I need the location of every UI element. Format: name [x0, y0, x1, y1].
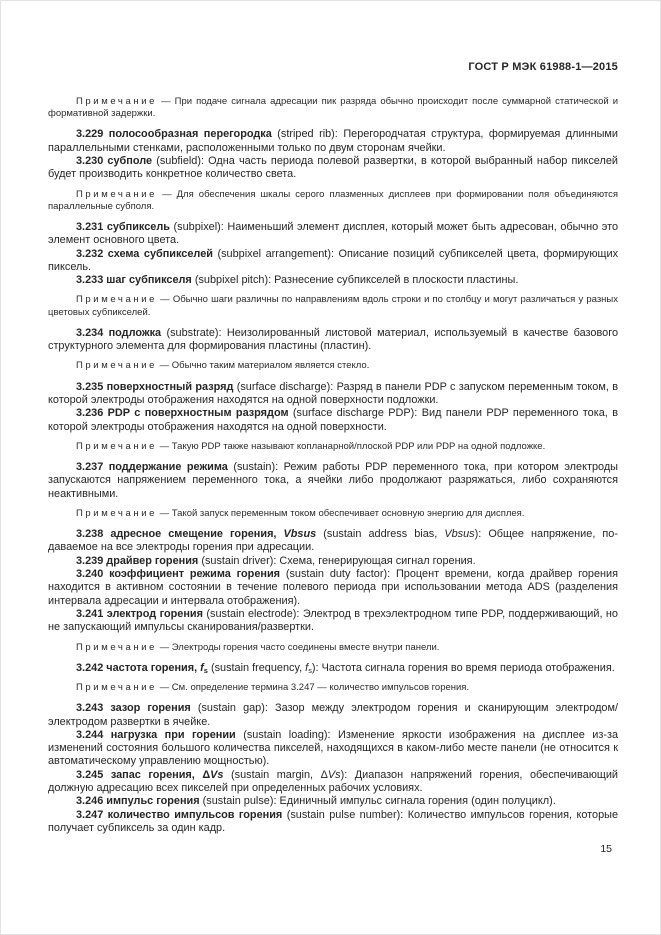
- definition-term-english: (sustain pulse):: [202, 795, 277, 808]
- definition-3.231: [48, 221, 618, 248]
- definition-3.241: [48, 608, 618, 635]
- definition-term: 3.237 поддержание режима: [76, 461, 228, 474]
- note-label: Примечание: [76, 641, 157, 653]
- definition-3.242: [48, 662, 618, 675]
- note-label: Примечание: [76, 682, 157, 694]
- definition-text: Общее напряжение, подаваемое на все электроды горения при адресации.: [48, 528, 618, 554]
- note-text: — Такую PDP также называют копланарной/плоской PDP или PDP на одной подложке.: [159, 440, 546, 452]
- definition-term: 3.240 коэффициент режима горения: [76, 568, 281, 581]
- definition-3.234: [48, 327, 618, 354]
- definition-term-english: (subpixel arrangement):: [217, 247, 334, 260]
- definition-3.246: [48, 795, 618, 808]
- note-label: Примечание: [76, 360, 157, 372]
- definition-term-english: (sustain):: [233, 461, 279, 474]
- definition-3.245: [48, 769, 618, 796]
- note-paragraph: [48, 642, 618, 654]
- note-paragraph: [48, 96, 618, 120]
- definition-term-english: (surface discharge PDP):: [292, 407, 418, 420]
- definition-text: Количество импульсов горения, которые получает субпиксель за один кадр.: [48, 808, 619, 834]
- definition-text: Разряд в панели PDP с запуском переменным током, в которой электроды отображения находятся на одной поверхности подложки.: [48, 380, 618, 406]
- definition-term: 3.231 субпиксель: [76, 221, 170, 233]
- definition-text: Электрод в трехэлектродном типе PDP, поддерживающий, но не запускающий импульсы сканирования/развертки.: [48, 607, 618, 634]
- note-paragraph: [48, 682, 618, 694]
- definition-term: 3.229 полосообразная перегородка: [76, 128, 272, 141]
- definition-text: Единичный импульс сигнала горения (один полуцикл).: [279, 795, 556, 808]
- definition-text: Перегородчатая структура, формируемая длинными параллельными стенками, расположенными только по двум сторонам ячейки.: [48, 128, 618, 154]
- definition-term-english: (substrate):: [166, 326, 222, 339]
- definition-term-english: (striped rib):: [277, 128, 338, 141]
- definition-term: 3.236 PDP с поверхностным разрядом: [76, 407, 289, 420]
- note-label: Примечание: [76, 507, 157, 519]
- definition-text: Одна часть периода полевой развертки, в которой выбранный набор пикселей будет производить конкретное количество света.: [48, 155, 618, 181]
- definition-term-english: (surface discharge):: [236, 380, 334, 393]
- definition-term-english: (subpixel):: [173, 221, 224, 233]
- definition-text: Вид панели PDP переменного тока, в которой электроды отображения находятся на одной поверхности.: [48, 407, 618, 433]
- note-label: Примечание: [76, 440, 157, 452]
- document-header-title: ГОСТ Р МЭК 61988-1—2015: [468, 61, 618, 73]
- definition-3.240: [48, 568, 618, 608]
- definition-term-english: (sustain loading):: [243, 728, 331, 741]
- definition-term-english: (subfield):: [156, 155, 205, 167]
- definition-term-english: (sustain electrode):: [206, 607, 300, 620]
- definition-3.235: [48, 381, 618, 408]
- note-text: — Обычно таким материалом является стекло.: [159, 360, 370, 372]
- definition-text: Описание позиций субпикселей цвета, формирующих пиксель.: [48, 247, 619, 273]
- definition-term: 3.232 схема субпикселей: [76, 247, 213, 260]
- definition-3.232: [48, 248, 618, 275]
- note-label: Примечание: [76, 96, 157, 107]
- definition-text: Изменение яркости изображения на дисплее из-за изменений состояния большого количества пикселей, находящихся в каком-либо месте панели (не относится к автоматическому управлению мощностью).: [48, 728, 619, 768]
- note-text: — Для обеспечения шкалы серого плазменных дисплеев при формировании поля объединяются параллельные субполя.: [48, 188, 618, 212]
- definition-term: 3.245 запас горения, ΔVs: [76, 768, 224, 781]
- definition-term-english: (sustain frequency, $f_s$):: [210, 661, 319, 675]
- document-body: [48, 89, 618, 835]
- definition-term: 3.243 зазор горения: [76, 702, 191, 715]
- definition-term: 3.233 шаг субпикселя: [76, 274, 192, 287]
- definition-text: Разнесение субпикселей в плоскости пластины.: [274, 274, 519, 287]
- page-number: 15: [600, 843, 612, 855]
- definition-3.247: [48, 809, 618, 836]
- definition-term: 3.230 субполе: [76, 155, 153, 167]
- definition-text: Режим работы PDP переменного тока, при котором электроды запускаются напряжением переменного тока, а ячейки либо продолжают разряжаться, либо сохраняются неактивными.: [48, 461, 619, 500]
- note-label: Примечание: [76, 294, 157, 306]
- definition-3.237: [48, 461, 618, 501]
- note-paragraph: [48, 294, 618, 318]
- definition-3.229: [48, 128, 618, 155]
- definition-text: Диапазон напряжений горения, обеспечивающий должную адресацию всех пикселей при определенных рабочих условиях.: [48, 768, 619, 795]
- definition-text: Наименьший элемент дисплея, который может быть адресован, обычно это элемент основного цвета.: [48, 221, 619, 247]
- definition-text: Неизолированный листовой материал, используемый в качестве базового структурного элемента для формирования пластины (пластин).: [48, 326, 618, 353]
- definition-term: 3.238 адресное смещение горения, Vbsus: [76, 528, 317, 541]
- definition-3.236: [48, 407, 618, 434]
- note-text: — Такой запуск переменным током обеспечивает основную энергию для дисплея.: [159, 507, 525, 519]
- definition-term-english: (sustain gap):: [197, 702, 268, 715]
- note-text: — Обычно шаги различны по направлениям вдоль строки и по столбцу и могут различаться у разных цветовых субпикселей.: [48, 294, 619, 318]
- definition-term: 3.247 количество импульсов горения: [76, 808, 283, 821]
- definition-term: 3.235 поверхностный разряд: [76, 380, 234, 393]
- definition-term-english: (sustain pulse number):: [286, 808, 404, 821]
- definition-3.238: [48, 528, 618, 555]
- definition-text: Схема, генерирующая сигнал горения.: [279, 554, 476, 567]
- note-text: — См. определение термина 3.247 — количество импульсов горения.: [159, 682, 470, 694]
- definition-text: Частота сигнала горения во время периода отображения.: [321, 661, 615, 674]
- note-label: Примечание: [76, 188, 157, 200]
- definition-text: Процент времени, когда драйвер горения находится в активном состоянии в течение полевого периода при использовании метода ADS (разделения интервала адресации и интервала отображения).: [48, 568, 619, 607]
- note-text: — При подаче сигнала адресации пик разряда обычно происходит после суммарной статической и формативной задержки.: [48, 96, 619, 120]
- note-paragraph: [48, 189, 618, 213]
- definition-term: 3.241 электрод горения: [76, 607, 203, 620]
- definition-term: 3.234 подложка: [76, 326, 162, 339]
- definition-term: 3.246 импульс горения: [76, 795, 200, 808]
- definition-term: 3.244 нагрузка при горении: [76, 728, 236, 741]
- definition-term-english: (sustain driver):: [201, 554, 277, 567]
- definition-3.244: [48, 729, 618, 769]
- definition-3.233: [48, 274, 618, 287]
- definition-term-english: (sustain address bias, Vbsus):: [323, 528, 482, 541]
- definition-term: 3.239 драйвер горения: [76, 554, 199, 567]
- note-paragraph: [48, 508, 618, 520]
- definition-term-english: (subpixel pitch):: [194, 274, 272, 287]
- definition-3.230: [48, 155, 618, 182]
- definition-text: Зазор между электродом горения и сканирующим электродом/электродом развертки в ячейке.: [48, 702, 619, 728]
- note-paragraph: [48, 360, 618, 372]
- note-paragraph: [48, 441, 618, 453]
- definition-term: 3.242 частота горения, $f_s$: [76, 661, 208, 675]
- definition-3.243: [48, 702, 618, 729]
- definition-term-english: (sustain duty factor):: [285, 568, 391, 581]
- definition-term-english: (sustain margin, ΔVs):: [231, 768, 348, 781]
- note-text: — Электроды горения часто соединены вместе внутри панели.: [159, 641, 440, 653]
- definition-3.239: [48, 555, 618, 568]
